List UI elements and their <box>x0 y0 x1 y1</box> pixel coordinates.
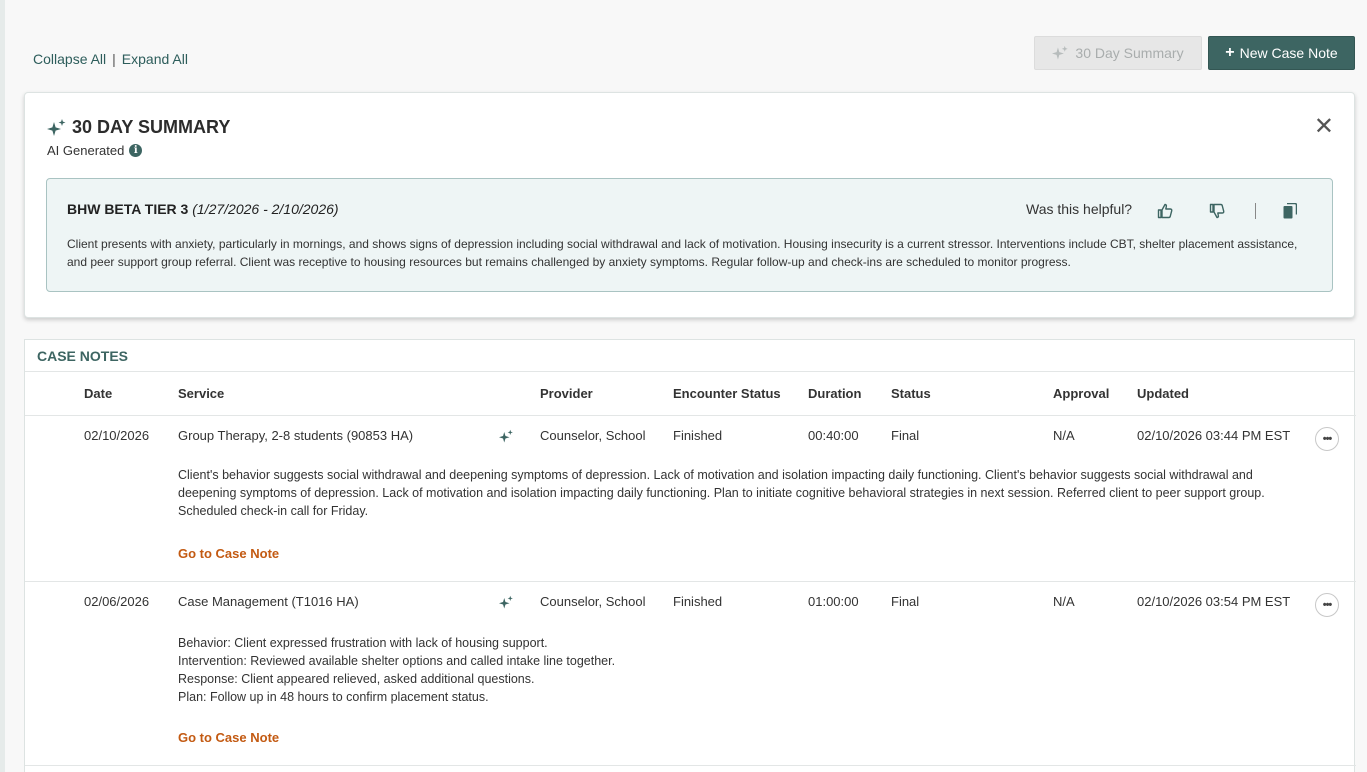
helpful-prompt: Was this helpful? <box>1026 201 1133 217</box>
left-rail <box>0 0 5 772</box>
row-duration: 00:40:00 <box>808 428 859 443</box>
case-notes-panel <box>24 339 1355 772</box>
col-header-encounter-status[interactable]: Encounter Status <box>673 386 781 401</box>
more-options-button[interactable]: ••• <box>1315 593 1339 617</box>
row-duration: 01:00:00 <box>808 594 859 609</box>
row-updated: 02/10/2026 03:54 PM EST <box>1137 594 1291 609</box>
top-toolbar <box>0 0 1367 90</box>
thumbs-up-icon[interactable] <box>1157 203 1173 219</box>
link-separator: | <box>112 51 116 67</box>
thirty-day-summary-panel <box>24 92 1355 318</box>
summary-heading <box>47 117 230 138</box>
note-line: Behavior: Client expressed frustration with lack of housing support. <box>178 636 548 650</box>
row-status: Final <box>891 428 920 443</box>
expand-all-link[interactable]: Expand All <box>121 51 188 67</box>
ai-generated-text: AI Generated <box>47 143 125 158</box>
col-header-updated[interactable]: Updated <box>1137 386 1189 401</box>
row-provider: Counselor, School <box>540 594 646 609</box>
info-icon[interactable]: i <box>129 144 142 157</box>
table-row <box>25 582 1356 765</box>
row-status: Final <box>891 594 920 609</box>
col-header-provider[interactable]: Provider <box>540 386 593 401</box>
collapse-expand-links <box>33 51 188 67</box>
row-approval: N/A <box>1053 594 1075 609</box>
sparkle-icon[interactable] <box>499 429 514 444</box>
feedback-divider <box>1255 203 1256 219</box>
row-service: Group Therapy, 2-8 students (90853 HA) <box>178 428 414 443</box>
col-header-status[interactable]: Status <box>891 386 931 401</box>
note-line: Intervention: Reviewed available shelter options and called intake line together. <box>178 654 616 668</box>
case-notes-title: CASE NOTES <box>25 340 1354 372</box>
row-date: 02/06/2026 <box>84 594 150 609</box>
close-icon[interactable]: ✕ <box>1313 113 1334 140</box>
new-case-note-label: New Case Note <box>1239 45 1338 61</box>
go-to-case-note-link[interactable]: Go to Case Note <box>178 546 280 561</box>
summary-button-label: 30 Day Summary <box>1075 45 1184 61</box>
go-to-case-note-link[interactable]: Go to Case Note <box>178 730 280 745</box>
row-encounter-status: Finished <box>673 594 723 609</box>
sparkle-icon[interactable] <box>499 595 514 610</box>
program-name: BHW BETA TIER 3 <box>67 201 189 217</box>
sparkle-icon <box>1052 45 1069 62</box>
summary-body-text: Client presents with anxiety, particularly in mornings, and shows signs of depression including social withdrawal and lack of motivation. Housing insecurity is a current stressor. Interventions include CBT, shelter placement assistance, and peer support group referral. Client was receptive to housing resources but remains challenged by anxiety symptoms. Regular follow-up and check-ins are scheduled to monitor progress. <box>67 237 1298 269</box>
note-line: Plan: Follow up in 48 hours to confirm placement status. <box>178 690 489 704</box>
col-header-duration[interactable]: Duration <box>808 386 862 401</box>
sparkle-icon <box>47 118 67 138</box>
ai-generated-label <box>47 143 142 158</box>
copy-icon[interactable] <box>1283 203 1297 219</box>
col-header-approval[interactable]: Approval <box>1053 386 1110 401</box>
thirty-day-summary-button[interactable] <box>1034 36 1202 70</box>
col-header-date[interactable]: Date <box>84 386 113 401</box>
note-text: Client's behavior suggests social withdrawal and deepening symptoms of depression. Lack of motivation and isolation impacting daily functioning. Client's behavior suggests social withdrawal and deepening symptoms of depression. Lack of motivation and isolation impacting daily functioning. Plan to initiate cognitive behavioral strategies in next session. Referred client to peer support group. Scheduled check-in call for Friday. <box>178 468 1265 518</box>
summary-content-box <box>46 178 1333 292</box>
collapse-all-link[interactable]: Collapse All <box>33 51 107 67</box>
row-date: 02/10/2026 <box>84 428 150 443</box>
date-range: (1/27/2026 - 2/10/2026) <box>192 201 339 217</box>
thumbs-down-icon[interactable] <box>1209 203 1225 219</box>
summary-program-line <box>67 201 339 217</box>
col-header-service[interactable]: Service <box>178 386 225 401</box>
new-case-note-button[interactable] <box>1208 36 1355 70</box>
plus-icon: + <box>1225 44 1235 61</box>
row-service: Case Management (T1016 HA) <box>178 594 359 609</box>
note-line: Response: Client appeared relieved, asked additional questions. <box>178 672 535 686</box>
row-updated: 02/10/2026 03:44 PM EST <box>1137 428 1291 443</box>
row-divider <box>25 765 1356 766</box>
summary-title: 30 DAY SUMMARY <box>72 117 231 137</box>
table-row <box>25 416 1356 582</box>
row-approval: N/A <box>1053 428 1075 443</box>
row-encounter-status: Finished <box>673 428 723 443</box>
row-provider: Counselor, School <box>540 428 646 443</box>
more-options-button[interactable]: ••• <box>1315 427 1339 451</box>
